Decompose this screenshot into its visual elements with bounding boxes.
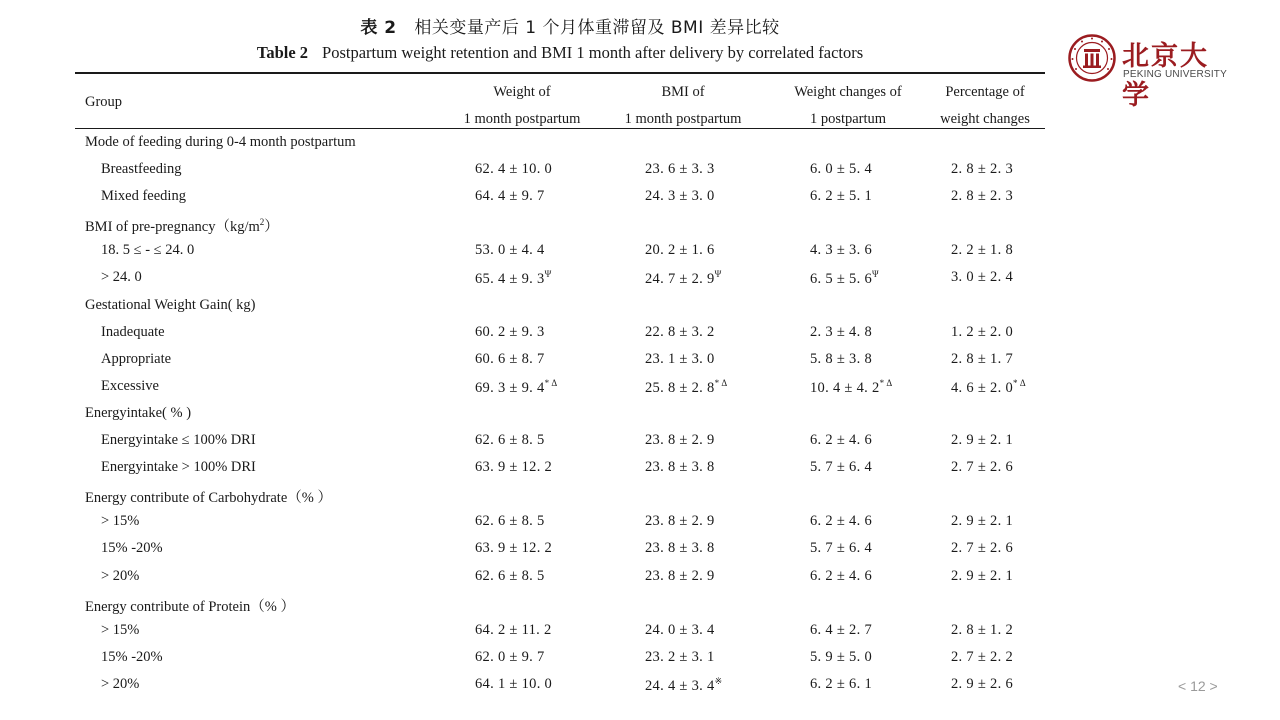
cell-value: 2. 9 ± 2. 1 [951,513,1014,530]
table-label-english: Table 2 [256,43,309,62]
table-cell [810,378,893,397]
cell-value: 2. 8 ± 2. 3 [951,161,1014,178]
cell-value: 23. 8 ± 3. 8 [645,459,715,476]
table-row [75,264,1045,291]
table-row [75,373,1045,400]
table-cell [810,649,872,666]
cell-value: 2. 2 ± 1. 8 [951,242,1014,259]
column-header-bmi [598,79,768,133]
cell-value: 6. 0 ± 5. 4 [810,161,873,178]
column-header-line: 1 postpartum [809,111,887,127]
cell-value: 5. 7 ± 6. 4 [810,540,873,557]
cell-value: 5. 9 ± 5. 0 [810,648,873,665]
cell-value: 6. 5 ± 5. 6 [810,271,873,288]
column-header-line: Percentage of [945,84,1025,100]
label-text: Inadequate [101,323,165,340]
significance-marker: * Δ [1013,377,1026,388]
cell-value: 6. 4 ± 2. 7 [810,621,873,638]
label-text: > 20% [101,675,140,692]
table-cell [475,324,545,341]
group-label [85,215,279,236]
cell-value: 24. 4 ± 3. 4 [645,677,715,694]
table-group-row [75,481,1045,508]
table-top-rule [75,72,1045,74]
group-label [85,297,256,314]
table-cell [645,324,715,341]
table-cell [951,513,1013,530]
table-title-chinese [0,13,1140,38]
table-cell [475,269,552,288]
page-number: < 12 > [1178,678,1218,694]
column-header-percentage [900,79,1070,133]
cell-value: 23. 1 ± 3. 0 [645,350,715,367]
row-label [101,540,163,557]
table-cell [475,540,552,557]
row-label [101,242,194,259]
table-cell [475,568,545,585]
table-group-row [75,210,1045,237]
significance-marker: * Δ [544,377,558,388]
table-cell [810,622,872,639]
table-cell [810,513,872,530]
label-text: Energyintake > 100% DRI [101,459,256,476]
table-cell [951,568,1013,585]
cell-value: 2. 9 ± 2. 1 [951,567,1014,584]
table-cell [951,324,1013,341]
table-cell [475,622,552,639]
table-cell [810,568,872,585]
table-cell [475,432,545,449]
label-text: > 20% [101,567,140,584]
cell-value: 2. 7 ± 2. 6 [951,540,1014,557]
cell-value: 4. 6 ± 2. 0 [951,379,1014,396]
label-text: 18. 5 ≤ - ≤ 24. 0 [101,242,195,259]
cell-value: 24. 0 ± 3. 4 [645,621,715,638]
table-cell [810,269,879,288]
table-row [75,237,1045,264]
table-row [75,508,1045,535]
label-tail: ） [264,219,279,236]
cell-value: 6. 2 ± 6. 1 [810,675,873,692]
table-row [75,454,1045,481]
cell-value: 6. 2 ± 4. 6 [810,513,873,530]
table-cell [645,188,715,205]
cell-value: 10. 4 ± 4. 2 [810,379,880,396]
cell-value: 63. 9 ± 12. 2 [475,540,553,557]
cell-value: 2. 9 ± 2. 6 [951,675,1014,692]
table-row [75,671,1045,698]
column-header-weight [437,79,607,133]
table-cell [475,242,545,259]
label-text: Mode of feeding during 0-4 month postpartum [85,134,356,150]
table-row [75,156,1045,183]
column-header-line: BMI of [661,84,705,100]
cell-value: 4. 3 ± 3. 6 [810,242,873,259]
cell-value: 24. 7 ± 2. 9 [645,271,715,288]
cell-value: 2. 3 ± 4. 8 [810,323,873,340]
table-cell [951,459,1013,476]
label-text: Energy contribute of Carbohydrate（% ） [85,490,332,507]
table-cell [645,161,715,178]
label-text: Excessive [101,377,159,394]
column-header-line: 1 month postpartum [463,111,581,127]
table-group-row [75,129,1045,156]
column-header-line: Weight of [493,84,551,100]
label-text: Energyintake( % ) [85,404,192,421]
table-cell [645,351,715,368]
university-seal-icon [1068,34,1116,82]
table-cell [645,540,715,557]
table-body [75,129,1045,698]
cell-value: 64. 1 ± 10. 0 [475,675,553,692]
table-cell [951,188,1013,205]
table-cell [475,378,558,397]
label-text: Energy contribute of Protein（% ） [85,598,295,615]
table-cell [645,432,715,449]
table-cell [810,324,872,341]
table-cell [810,432,872,449]
table-row [75,563,1045,590]
table-cell [645,242,715,259]
cell-value: 23. 8 ± 3. 8 [645,540,715,557]
table-caption-chinese: 相关变量产后 1 个月体重滞留及 BMI 差异比较 [414,18,780,38]
row-label [101,378,159,395]
row-label [101,324,165,341]
cell-value: 60. 2 ± 9. 3 [475,323,545,340]
column-header-line: weight changes [940,111,1030,127]
table-cell [475,513,545,530]
cell-value: 65. 4 ± 9. 3 [475,271,545,288]
table-cell [645,622,715,639]
table-cell [475,459,552,476]
table-cell [645,459,715,476]
label-text: Energyintake ≤ 100% DRI [101,432,256,449]
cell-value: 64. 2 ± 11. 2 [475,621,552,638]
table-cell [475,676,552,693]
cell-value: 60. 6 ± 8. 7 [475,350,545,367]
significance-marker: Ψ [714,269,722,280]
cell-value: 23. 8 ± 2. 9 [645,567,715,584]
cell-value: 64. 4 ± 9. 7 [475,188,545,205]
table-cell [810,540,872,557]
label-text: 15% -20% [101,540,163,557]
row-label [101,513,139,530]
table-cell [951,540,1013,557]
cell-value: 2. 9 ± 2. 1 [951,432,1014,449]
table-cell [951,161,1013,178]
table-row [75,644,1045,671]
table-cell [645,676,722,695]
significance-marker: * Δ [879,377,893,388]
cell-value: 62. 0 ± 9. 7 [475,648,545,665]
cell-value: 2. 7 ± 2. 6 [951,459,1014,476]
table-cell [645,649,715,666]
cell-value: 5. 8 ± 3. 8 [810,350,873,367]
table-cell [810,161,872,178]
cell-value: 25. 8 ± 2. 8 [645,379,715,396]
row-label [101,269,142,286]
cell-value: 23. 2 ± 3. 1 [645,648,715,665]
university-name-english: PEKING UNIVERSITY [1123,69,1227,80]
table-title-english [0,43,1120,63]
cell-value: 22. 8 ± 3. 2 [645,323,715,340]
column-header-line: Weight changes of [794,84,902,100]
row-label [101,351,171,368]
cell-value: 2. 8 ± 1. 7 [951,350,1014,367]
significance-marker: * Δ [714,377,728,388]
table-row [75,617,1045,644]
table-cell [951,351,1013,368]
row-label [101,188,186,205]
row-label [101,161,182,178]
group-label [85,595,295,616]
table-cell [810,351,872,368]
table-cell [810,676,872,693]
cell-value: 5. 7 ± 6. 4 [810,459,873,476]
table-cell [951,622,1013,639]
cell-value: 23. 8 ± 2. 9 [645,513,715,530]
table-cell [951,269,1013,286]
table-group-row [75,400,1045,427]
row-label [101,676,139,693]
table-cell [810,459,872,476]
column-header-group: Group [85,94,123,110]
cell-value: 62. 6 ± 8. 5 [475,567,545,584]
cell-value: 6. 2 ± 5. 1 [810,188,873,205]
university-logo [1068,34,1233,111]
cell-value: 6. 2 ± 4. 6 [810,432,873,449]
table-cell [951,649,1013,666]
cell-value: 62. 6 ± 8. 5 [475,432,545,449]
cell-value: 2. 8 ± 1. 2 [951,621,1014,638]
university-name-chinese: 北京大学 [1122,41,1209,111]
table-group-row [75,590,1045,617]
row-label [101,649,163,666]
table-cell [645,378,728,397]
cell-value: 69. 3 ± 9. 4 [475,379,545,396]
cell-value: 62. 6 ± 8. 5 [475,513,545,530]
table-row [75,319,1045,346]
table-row [75,346,1045,373]
table-group-row [75,292,1045,319]
row-label [101,568,139,585]
significance-marker: Ψ [544,269,552,280]
table-cell [810,242,872,259]
label-text: Mixed feeding [101,188,186,205]
table-cell [951,432,1013,449]
table-cell [951,378,1026,397]
label-text: 15% -20% [101,648,163,665]
table-cell [645,568,715,585]
label-text: BMI of pre-pregnancy（kg/m [85,219,260,236]
cell-value: 23. 8 ± 2. 9 [645,432,715,449]
cell-value: 2. 7 ± 2. 2 [951,648,1014,665]
cell-value: 3. 0 ± 2. 4 [951,269,1014,286]
table-cell [951,242,1013,259]
cell-value: 20. 2 ± 1. 6 [645,242,715,259]
cell-value: 53. 0 ± 4. 4 [475,242,545,259]
label-text: > 15% [101,621,140,638]
table-row [75,183,1045,210]
table-cell [475,188,545,205]
label-superscript: 2 [259,217,265,228]
cell-value: 23. 6 ± 3. 3 [645,161,715,178]
table-cell [645,513,715,530]
column-header-line: 1 month postpartum [624,111,742,127]
cell-value: 24. 3 ± 3. 0 [645,188,715,205]
table-label-chinese: 表 2 [360,18,397,38]
table-caption-english: Postpartum weight retention and BMI 1 month after delivery by correlated factors [322,43,864,62]
table-row [75,427,1045,454]
row-label [101,459,256,476]
table-cell [951,676,1013,693]
table-cell [475,351,545,368]
label-text: Appropriate [101,350,172,367]
cell-value: 2. 8 ± 2. 3 [951,188,1014,205]
table-row [75,535,1045,562]
significance-marker: Ψ [872,269,879,280]
label-text: > 15% [101,513,140,530]
label-text: Breastfeeding [101,161,182,178]
table-cell [645,269,722,288]
table-cell [475,161,552,178]
group-label [85,134,356,151]
cell-value: 1. 2 ± 2. 0 [951,323,1014,340]
cell-value: 6. 2 ± 4. 6 [810,567,873,584]
table-cell [810,188,872,205]
significance-marker: ※ [714,675,723,686]
row-label [101,432,256,449]
cell-value: 63. 9 ± 12. 2 [475,459,553,476]
label-text: > 24. 0 [101,269,142,286]
group-label [85,405,191,422]
group-label [85,486,332,507]
row-label [101,622,139,639]
cell-value: 62. 4 ± 10. 0 [475,161,553,178]
table-cell [475,649,545,666]
label-text: Gestational Weight Gain( kg) [85,296,256,313]
